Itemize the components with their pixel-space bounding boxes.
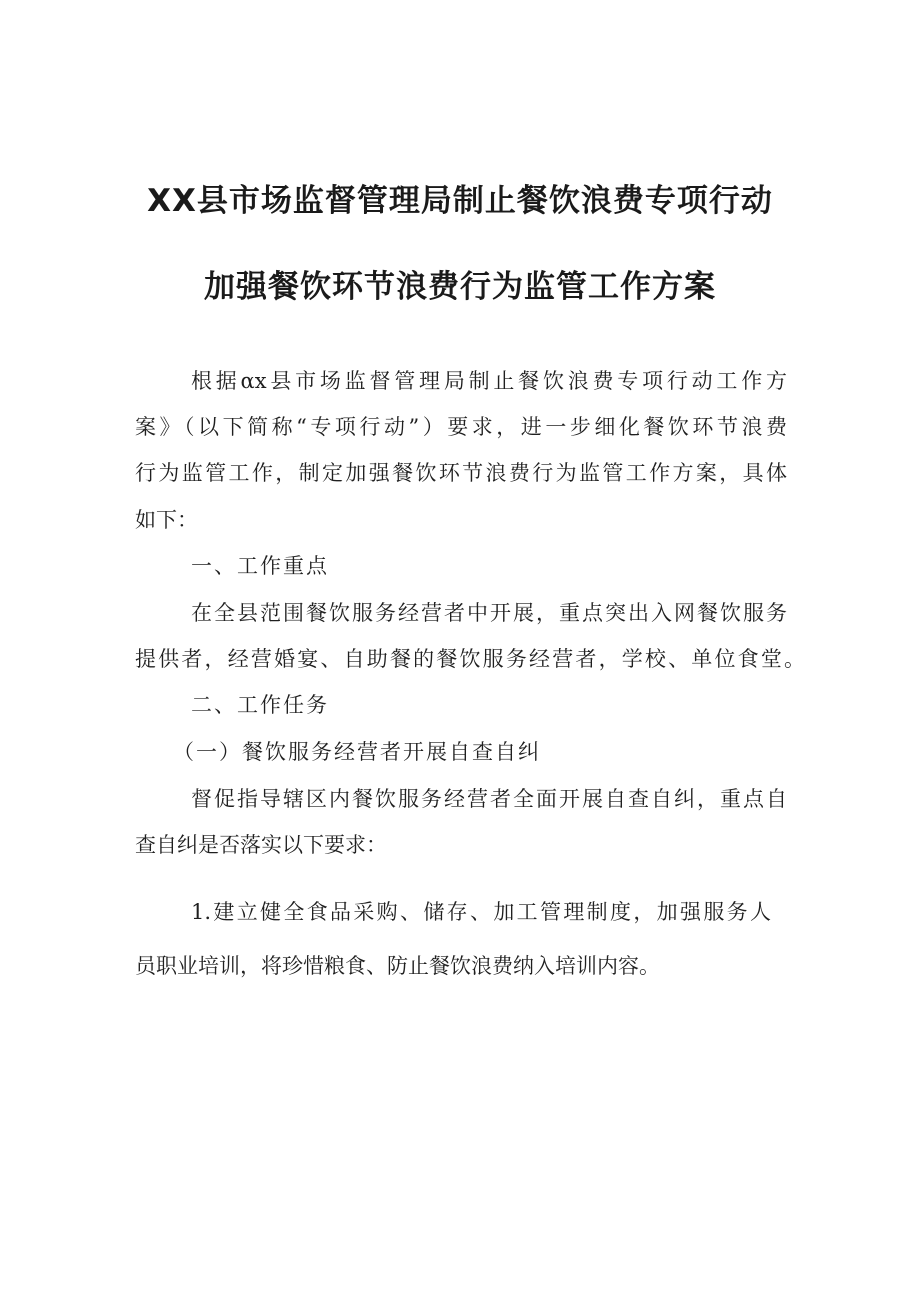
subsection-heading-1: （一）餐饮服务经营者开展自查自纠 — [173, 740, 541, 764]
intro-line-3: 行为监管工作，制定加强餐饮环节浪费行为监管工作方案，具体 — [135, 461, 787, 485]
subsection1-line-1: 督促指导辖区内餐饮服务经营者全面开展自查自纠，重点自 — [191, 787, 787, 811]
section-heading-1: 一、工作重点 — [191, 554, 329, 578]
intro-line-1: 根据αx县市场监督管理局制止餐饮浪费专项行动工作方 — [191, 369, 787, 393]
intro-line-2: 案》（以下简称“专项行动”）要求，进一步细化餐饮环节浪费 — [135, 415, 787, 439]
document-title-line-1: XX县市场监督管理局制止餐饮浪费专项行动 — [147, 183, 773, 219]
document-title-line-2: 加强餐饮环节浪费行为监管工作方案 — [204, 269, 716, 305]
section-heading-2: 二、工作任务 — [191, 693, 329, 717]
section1-line-1: 在全县范围餐饮服务经营者中开展，重点突出入网餐饮服务 — [191, 601, 787, 625]
item1-line-1: 1.建立健全食品采购、储存、加工管理制度，加强服务人 — [191, 900, 771, 924]
item1-line-2: 员职业培训，将珍惜粮食、防止餐饮浪费纳入培训内容。 — [135, 954, 660, 978]
section1-line-2: 提供者，经营婚宴、自助餐的餐饮服务经营者，学校、单位食堂。 — [135, 647, 805, 671]
subsection1-line-2: 查自纠是否落实以下要求： — [135, 833, 387, 857]
intro-line-4: 如下： — [135, 508, 198, 532]
